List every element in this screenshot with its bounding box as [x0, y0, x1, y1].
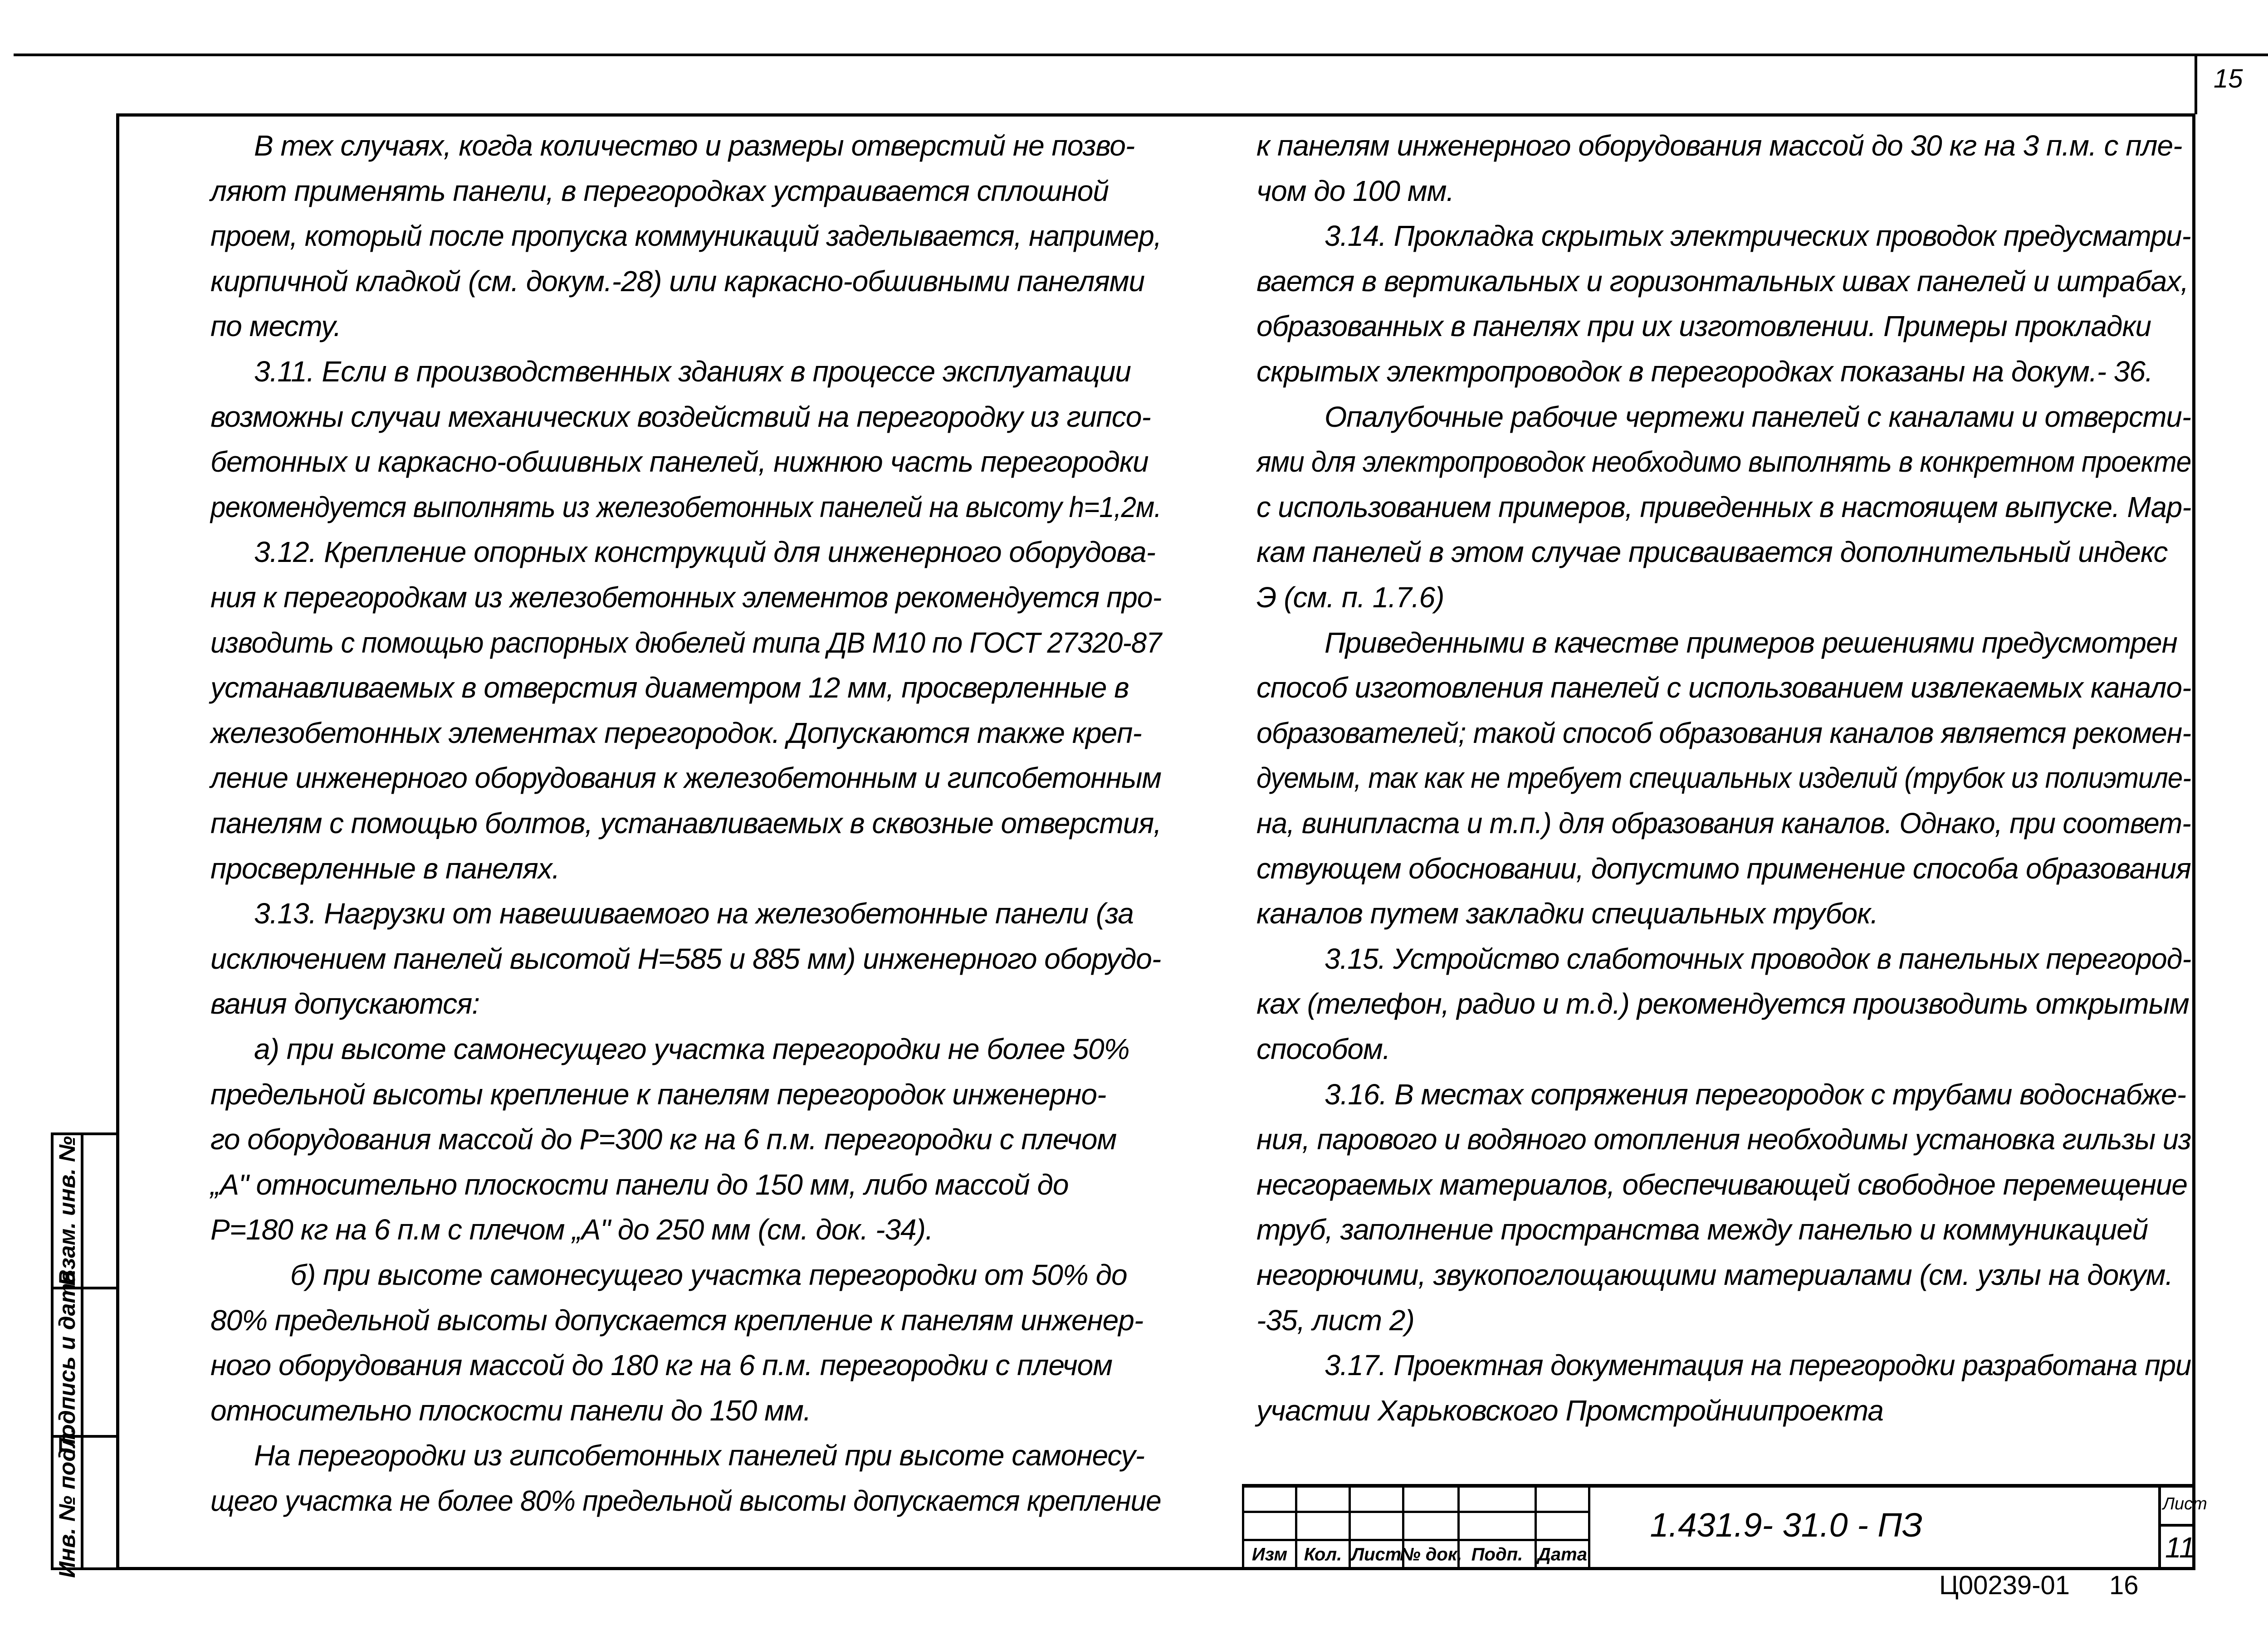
sheet-cell-divider — [2158, 1488, 2161, 1570]
sheet-label: Лист — [2163, 1494, 2207, 1513]
text-line: просверленные в панелях. — [210, 852, 560, 885]
text-line: образованных в панелях при их изготовлении. Примеры прокладки — [1256, 310, 2151, 343]
text-line: 3.15. Устройство слаботочных проводок в панельных перегород- — [1325, 942, 2191, 975]
page-number: 15 — [2214, 64, 2243, 93]
document-designation: 1.431.9- 31.0 - ПЗ — [1650, 1506, 1923, 1544]
revision-cell — [1351, 1488, 1404, 1513]
sheet-number: 11 — [2165, 1531, 2195, 1564]
text-line: ния к перегородкам из железобетонных элементов рекомендуется про- — [210, 581, 1162, 614]
revision-header-label: Лист — [1351, 1544, 1402, 1564]
replaces-inv-label: Взам. инв. № — [54, 1136, 80, 1286]
revision-cell — [1460, 1513, 1537, 1541]
text-line: кам панелей в этом случае присваивается дополнительный индекс — [1256, 536, 2168, 569]
text-line: способом. — [1256, 1033, 1390, 1065]
text-line: образователей; такой способ образования каналов является рекомен- — [1256, 716, 2191, 749]
revision-cell — [1242, 1488, 1297, 1513]
text-line: предельной высоты крепление к панелям перегородок инженерно- — [210, 1078, 1106, 1111]
top-rule — [14, 54, 2268, 56]
revision-header-cell — [1399, 1541, 1462, 1570]
text-line: труб, заполнение пространства между панелью и коммуникацией — [1256, 1213, 2148, 1246]
revision-header-cell — [1537, 1541, 1590, 1570]
revision-cell — [1351, 1513, 1404, 1541]
revision-header-cell — [1351, 1541, 1404, 1570]
text-line: с использованием примеров, приведенных в настоящем выпуске. Мар- — [1256, 490, 2191, 523]
text-line: ляют применять панели, в перегородках устраивается сплошной — [210, 174, 1109, 207]
text-line: Приведенными в качестве примеров решениями предусмотрен — [1325, 626, 2177, 659]
text-line: ствующем обосновании, допустимо применение способа образования — [1256, 852, 2191, 885]
text-line: относительно плоскости панели до 150 мм. — [210, 1394, 811, 1427]
text-line: вается в вертикальных и горизонтальных швах панелей и штрабах, — [1256, 264, 2189, 298]
text-line: к панелям инженерного оборудования массой до 30 кг на 3 п.м. с пле- — [1256, 129, 2182, 162]
text-line: каналов путем закладки специальных трубок. — [1256, 897, 1878, 930]
text-line: ями для электропроводок необходимо выполнять в конкретном проекте — [1256, 445, 2191, 478]
text-line: изводить с помощью распорных дюбелей типа ДВ М10 по ГОСТ 27320-87 — [210, 626, 1162, 659]
revision-cell — [1537, 1488, 1590, 1513]
text-line: дуемым, так как не требует специальных изделий (трубок из полиэтиле- — [1256, 761, 2191, 795]
archive-stamp-page: 16 — [2109, 1571, 2139, 1600]
text-line: 3.17. Проектная документация на перегородки разработана при — [1325, 1349, 2191, 1382]
revision-cell — [1460, 1488, 1537, 1513]
text-line: устанавливаемых в отверстия диаметром 12 мм, просверленные в — [210, 671, 1129, 704]
revision-header-label: Дата — [1538, 1544, 1587, 1564]
text-line: 3.14. Прокладка скрытых электрических проводок предусматри- — [1325, 220, 2191, 253]
revision-header-label: Подп. — [1471, 1544, 1523, 1564]
text-line: а) при высоте самонесущего участка перегородки не более 50% — [254, 1033, 1129, 1065]
text-line: рекомендуется выполнять из железобетонных панелей на высоту h=1,2м. — [210, 490, 1162, 523]
text-line: чом до 100 мм. — [1256, 174, 1454, 207]
text-line: негорючими, звукопоглощающими материалами (см. узлы на докум. — [1256, 1259, 2173, 1291]
revision-cell — [1297, 1488, 1351, 1513]
text-line: го оборудования массой до P=300 кг на 6 п.м. перегородки с плечом — [210, 1123, 1117, 1156]
text-line: 3.11. Если в производственных зданиях в процессе эксплуатации — [254, 355, 1131, 388]
text-line: несгораемых материалов, обеспечивающей свободное перемещение — [1256, 1168, 2187, 1201]
text-line: 80% предельной высоты допускается крепление к панелям инженер- — [210, 1303, 1144, 1337]
revision-header-label: Изм — [1251, 1544, 1288, 1564]
text-line: На перегородки из гипсобетонных панелей при высоте самонесу- — [254, 1439, 1144, 1472]
signature-date-label: Подпись и дата — [54, 1270, 80, 1454]
text-line: по месту. — [210, 310, 341, 343]
revision-cell — [1404, 1488, 1460, 1513]
text-line: -35, лист 2) — [1256, 1303, 1414, 1337]
revision-cell — [1537, 1513, 1590, 1541]
text-line: на, винипласта и т.п.) для образования каналов. Однако, при соответ- — [1256, 807, 2191, 839]
text-line: ного оборудования массой до 180 кг на 6 п.м. перегородки с плечом — [210, 1349, 1113, 1382]
sheet-cell-divider — [2158, 1524, 2195, 1527]
revision-cell — [1297, 1513, 1351, 1541]
revision-header-cell — [1460, 1541, 1537, 1570]
text-line: В тех случаях, когда количество и размеры отверстий не позво- — [254, 129, 1135, 162]
revision-header-label: Кол. — [1304, 1544, 1342, 1564]
text-line: 3.12. Крепление опорных конструкций для инженерного оборудова- — [254, 536, 1155, 569]
text-line: Опалубочные рабочие чертежи панелей с каналами и отверсти- — [1325, 400, 2191, 433]
text-line: железобетонных элементах перегородок. Допускаются также креп- — [210, 716, 1142, 749]
text-line: проем, который после пропуска коммуникаций заделывается, например, — [210, 220, 1162, 253]
revision-header-cell — [1297, 1541, 1351, 1570]
text-line: бетонных и каркасно-обшивных панелей, нижнюю часть перегородки — [210, 445, 1149, 478]
text-line: P=180 кг на 6 п.м с плечом „А" до 250 мм (см. док. -34). — [210, 1213, 933, 1246]
archive-stamp-code: Ц00239-01 — [1939, 1571, 2070, 1600]
page-number-box-left — [2195, 54, 2197, 114]
text-line: возможны случаи механических воздействий на перегородку из гипсо- — [210, 400, 1151, 433]
text-line: 3.13. Нагрузки от навешиваемого на железобетонные панели (за — [254, 897, 1134, 930]
text-line: б) при высоте самонесущего участка перегородки от 50% до — [290, 1259, 1127, 1291]
title-block — [1242, 1484, 2207, 1570]
revision-cell — [1404, 1513, 1460, 1541]
text-line: щего участка не более 80% предельной высоты допускается крепление — [210, 1484, 1161, 1517]
text-line: способ изготовления панелей с использованием извлекаемых канало- — [1256, 671, 2191, 704]
text-line: кирпичной кладкой (см. докум.-28) или каркасно-обшивными панелями — [210, 264, 1145, 298]
revision-header-cell — [1242, 1541, 1297, 1570]
text-line: участии Харьковского Промстройниипроекта — [1256, 1394, 1883, 1427]
text-line: ление инженерного оборудования к железобетонным и гипсобетонным — [210, 761, 1161, 795]
side-strip — [51, 1270, 116, 1454]
revision-cell — [1242, 1513, 1297, 1541]
text-line: Э (см. п. 1.7.6) — [1256, 581, 1444, 614]
text-line: панелям с помощью болтов, устанавливаемых в сквозные отверстия, — [210, 807, 1161, 839]
text-line: ках (телефон, радио и т.д.) рекомендуется производить открытым — [1256, 987, 2189, 1020]
text-line: вания допускаются: — [210, 987, 480, 1020]
text-line: исключением панелей высотой H=585 и 885 мм) инженерного оборудо- — [210, 942, 1161, 975]
side-strip — [51, 1427, 116, 1578]
revision-header-label: № док. — [1399, 1544, 1462, 1564]
side-strip — [51, 1132, 116, 1289]
text-line: „А" относительно плоскости панели до 150 мм, либо массой до — [210, 1168, 1069, 1201]
text-line: скрытых электропроводок в перегородках показаны на докум.- 36. — [1256, 355, 2153, 388]
text-line: ния, парового и водяного отопления необходимы установка гильзы из — [1256, 1123, 2191, 1156]
inv-original-label: Инв. № подл. — [54, 1427, 80, 1578]
text-line: 3.16. В местах сопряжения перегородок с трубами водоснабже- — [1325, 1078, 2186, 1111]
